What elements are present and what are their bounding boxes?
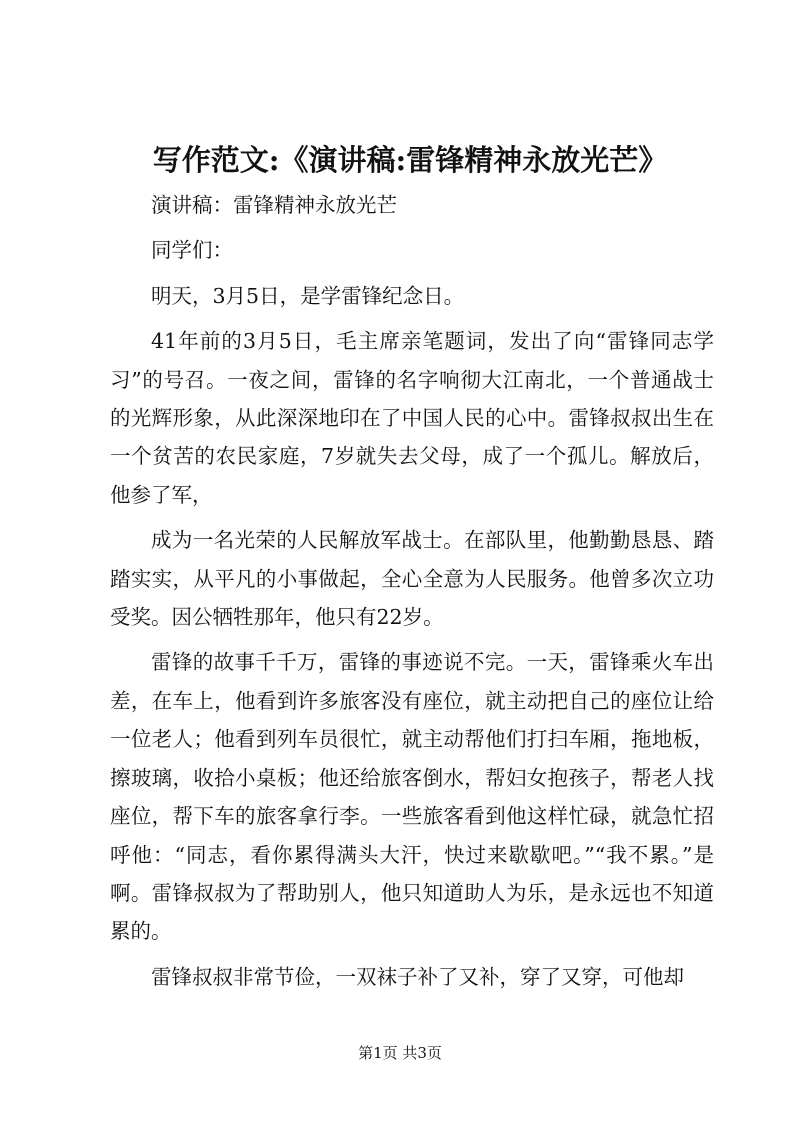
paragraph-army: 成为一名光荣的人民解放军战士。在部队里，他勤勤恳恳、踏踏实实，从平凡的小事做起，全心全意为人民服务。他曾多次立功受奖。因公牺牲那年，他只有22岁。 [110,528,714,630]
paragraph-date: 明天，3月5日，是学雷锋纪念日。 [151,283,465,308]
page-number: 第1页 共3页 [358,1044,442,1062]
paragraph-train-story: 雷锋的故事千千万，雷锋的事迹说不完。一天，雷锋乘火车出差，在车上，他看到许多旅客没有座位，就主动把自己的座位让给一位老人；他看到列车员很忙，就主动帮他们打扫车厢，拖地板，擦玻璃，收拾小桌板；他还给旅客倒水，帮妇女抱孩子，帮老人找座位，帮下车的旅客拿行李。一些旅客看到他这样忙碌，就急忙招呼他：“同志，看你累得满头大汗，快过来歇歇吧。”“我不累。”是啊。雷锋叔叔为了帮助别人，他只知道助人为乐，是永远也不知道累的。 [110,650,714,944]
paragraph-frugal: 雷锋叔叔非常节俭，一双袜子补了又补，穿了又穿，可他却 [151,964,684,989]
paragraph-salutation: 同学们： [151,238,233,263]
paragraph-history: 41年前的3月5日，毛主席亲笔题词，发出了向“雷锋同志学习”的号召。一夜之间，雷锋的名字响彻大江南北，一个普通战士的光辉形象，从此深深地印在了中国人民的心中。雷锋叔叔出生在一个贫苦的农民家庭，7岁就失去父母，成了一个孤儿。解放后，他参了军， [110,329,714,507]
document-title: 写作范文:《演讲稿:雷锋精神永放光芒》 [152,143,668,177]
paragraph-speech-heading: 演讲稿：雷锋精神永放光芒 [151,193,397,217]
document-body [110,186,714,996]
